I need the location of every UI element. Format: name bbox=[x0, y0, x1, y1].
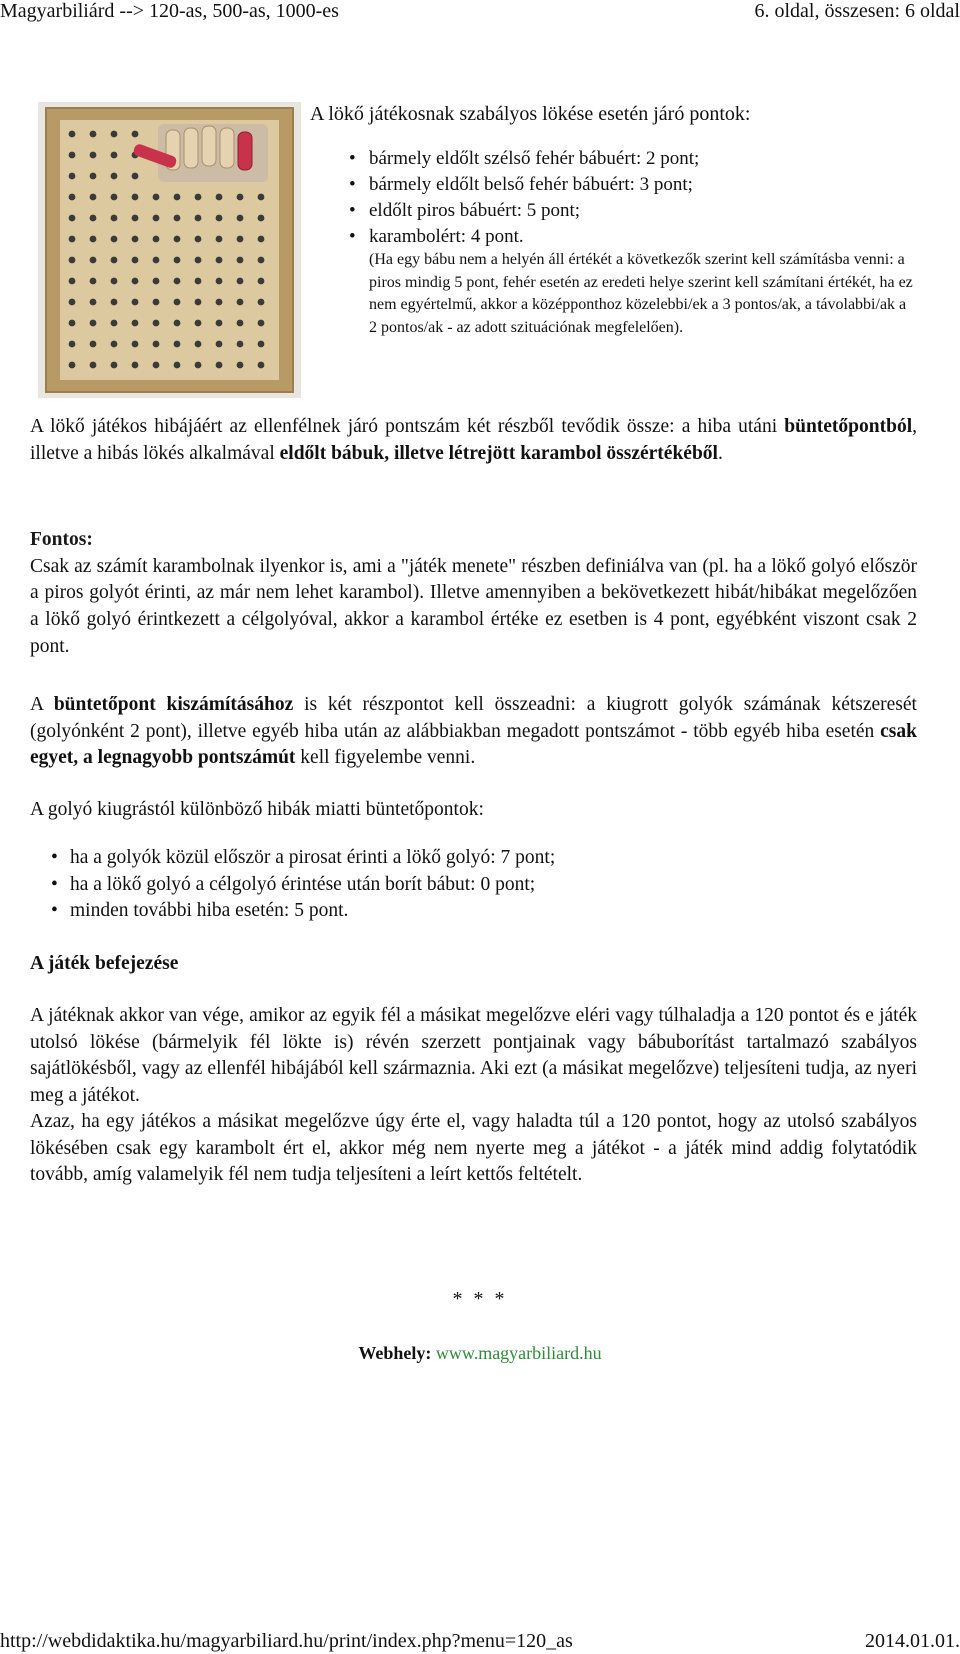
board-hole bbox=[153, 194, 160, 201]
board-hole bbox=[111, 278, 118, 285]
board-hole bbox=[111, 194, 118, 201]
penalty-list bbox=[70, 845, 920, 925]
board-hole bbox=[237, 257, 244, 264]
board-hole bbox=[174, 299, 181, 306]
list-item: • minden további hiba esetén: 5 pont. bbox=[70, 898, 920, 925]
bold-term: büntetőpont kiszámításához bbox=[53, 694, 294, 715]
board-hole bbox=[69, 194, 76, 201]
important-text: Csak az számít karambolnak ilyenkor is, ami a "játék menete" részben definiálva van (pl. ha a lökő golyó először a piros golyót érinti, az már nem lehet karambol). Illetve amennyiben a bekövetkezett hibát/hibákat megelőzően a lökő golyó érintkezett a célgolyóval, akkor a karambol értéke ez esetben is 4 pont, egyébként viszont csak 2 pont. bbox=[30, 555, 917, 657]
text-run: A bbox=[30, 694, 54, 715]
board-hole bbox=[90, 278, 97, 285]
board-hole bbox=[237, 362, 244, 369]
board-hole bbox=[258, 278, 265, 285]
board-hole bbox=[174, 278, 181, 285]
board-hole bbox=[174, 257, 181, 264]
list-item: • bármely eldőlt szélső fehér bábuért: 2 pont; bbox=[369, 146, 930, 172]
board-hole bbox=[111, 236, 118, 243]
board-hole bbox=[69, 362, 76, 369]
list-item: • karambolért: 4 pont. bbox=[369, 224, 930, 250]
page-footer bbox=[0, 1630, 960, 1654]
board-hole bbox=[132, 131, 139, 138]
text-run: kell figyelembe venni. bbox=[295, 747, 476, 769]
header-title: Magyarbiliárd --> 120-as, 500-as, 1000-es bbox=[0, 0, 339, 22]
board-hole bbox=[195, 299, 202, 306]
board-hole bbox=[153, 320, 160, 327]
board-hole bbox=[153, 215, 160, 222]
website-link[interactable]: www.magyarbiliard.hu bbox=[435, 1343, 602, 1363]
board-hole bbox=[132, 362, 139, 369]
list-item: • eldőlt piros bábuért: 5 pont; bbox=[369, 198, 930, 224]
board-hole bbox=[153, 236, 160, 243]
board-hole bbox=[237, 341, 244, 348]
board-hole bbox=[258, 299, 265, 306]
board-hole bbox=[237, 278, 244, 285]
board-hole bbox=[195, 236, 202, 243]
board-hole bbox=[216, 320, 223, 327]
board-hole bbox=[90, 257, 97, 264]
board-hole bbox=[216, 194, 223, 201]
list-item: • ha a lökő golyó a célgolyó érintése után borít bábut: 0 pont; bbox=[70, 872, 920, 899]
board-hole bbox=[216, 299, 223, 306]
bold-term: eldőlt bábuk, illetve létrejött karambol összértékéből bbox=[279, 442, 718, 464]
section-title: A játék befejezése bbox=[30, 953, 179, 974]
board-hole bbox=[69, 215, 76, 222]
board-hole bbox=[132, 320, 139, 327]
board-hole bbox=[111, 215, 118, 222]
important-label: Fontos: bbox=[30, 529, 93, 550]
board-hole bbox=[153, 257, 160, 264]
board-hole bbox=[111, 131, 118, 138]
text-run: . bbox=[717, 442, 723, 464]
board-hole bbox=[111, 341, 118, 348]
board-hole bbox=[258, 341, 265, 348]
board-hole bbox=[195, 215, 202, 222]
board-hole bbox=[69, 131, 76, 138]
board-hole bbox=[132, 278, 139, 285]
board-hole bbox=[132, 341, 139, 348]
list-item: • ha a golyók közül először a pirosat érinti a lökő golyó: 7 pont; bbox=[70, 845, 920, 872]
board-hole bbox=[132, 257, 139, 264]
scoring-list bbox=[310, 146, 930, 250]
board-hole bbox=[216, 215, 223, 222]
board-hole bbox=[69, 236, 76, 243]
end-paragraph-2: Azaz, ha egy játékos a másikat megelőzve úgy érte el, vagy haladta túl a 120 pontot, hogy az utolsó szabályos lökésében csak egy karambolt ért el, akkor még nem nyerte meg a játékot - a játék mind addig folytatódik tovább, amíg valamelyik fél nem tudja teljesíteni a leírt kettős feltételt. bbox=[30, 1111, 917, 1186]
important-paragraph bbox=[30, 527, 917, 661]
header-page-count: 6. oldal, összesen: 6 oldal bbox=[754, 0, 960, 22]
board-hole bbox=[90, 194, 97, 201]
list-item: • bármely eldőlt belső fehér bábuért: 3 pont; bbox=[369, 172, 930, 198]
board-hole bbox=[195, 320, 202, 327]
board-hole bbox=[195, 257, 202, 264]
end-paragraph-1: A játéknak akkor van vége, amikor az egyik fél a másikat megelőzve eléri vagy túlhaladja a 120 pontot és e játék utolsó lökése (bármelyik fél lökte is) révén szerzett pontjainak vagy bábuborítást tartalmazó szabályos sajátlökésből, vagy az ellenfél hibájából kell származnia. Aki ezt (a másikat megelőzve) teljesíteni tudja, az nyeri meg a játékot. bbox=[30, 1005, 917, 1107]
page-header bbox=[0, 0, 960, 28]
board-hole bbox=[90, 362, 97, 369]
bold-term: csak egyet, a legnagyobb pontszámút bbox=[30, 720, 917, 769]
board-hole bbox=[216, 341, 223, 348]
board-hole bbox=[216, 278, 223, 285]
website-line bbox=[0, 1343, 960, 1364]
penalty-calc-paragraph bbox=[30, 692, 917, 772]
board-hole bbox=[69, 341, 76, 348]
board-hole bbox=[69, 257, 76, 264]
board-hole bbox=[111, 320, 118, 327]
board-hole bbox=[111, 362, 118, 369]
scoring-heading: A lökő játékosnak szabályos lökése esetén járó pontok: bbox=[310, 103, 751, 125]
board-hole bbox=[174, 341, 181, 348]
board-hole bbox=[237, 320, 244, 327]
board-hole bbox=[69, 299, 76, 306]
text-run: , illetve a hibás lökés alkalmával bbox=[30, 416, 917, 464]
board-hole bbox=[90, 299, 97, 306]
board-hole bbox=[132, 299, 139, 306]
board-hole bbox=[90, 173, 97, 180]
board-hole bbox=[174, 194, 181, 201]
penalty-intro: A golyó kiugrástól különböző hibák miatti büntetőpontok: bbox=[30, 799, 484, 820]
board-hole bbox=[237, 299, 244, 306]
board-hole bbox=[153, 362, 160, 369]
board-hole bbox=[258, 362, 265, 369]
scoring-block bbox=[310, 102, 930, 339]
board-hole bbox=[111, 299, 118, 306]
board-hole bbox=[153, 299, 160, 306]
board-hole bbox=[258, 194, 265, 201]
board-hole bbox=[132, 215, 139, 222]
board-hole bbox=[237, 194, 244, 201]
footer-date: 2014.01.01. bbox=[865, 1630, 960, 1652]
board-hole bbox=[90, 341, 97, 348]
board-hole bbox=[153, 278, 160, 285]
board-hole bbox=[174, 320, 181, 327]
board-hole bbox=[195, 194, 202, 201]
board-hole bbox=[69, 152, 76, 159]
board-hole bbox=[90, 131, 97, 138]
board-hole bbox=[90, 152, 97, 159]
board-hole bbox=[258, 257, 265, 264]
board-hole bbox=[69, 173, 76, 180]
board-hole bbox=[195, 362, 202, 369]
board-hole bbox=[90, 215, 97, 222]
board-hole bbox=[216, 236, 223, 243]
board-hole bbox=[258, 215, 265, 222]
foul-paragraph bbox=[30, 414, 917, 467]
bold-term: büntetőpontból bbox=[784, 416, 913, 437]
text-run: is két részpontot kell összeadni: a kiugrott golyók számának kétszeresét (golyónként 2 pont), illetve egyéb hiba után az alábbiakban megadott pontszámot - több egyéb hiba esetén bbox=[30, 694, 917, 742]
board-hole bbox=[216, 257, 223, 264]
board-hole bbox=[111, 173, 118, 180]
board-hole bbox=[258, 236, 265, 243]
board-hole bbox=[132, 194, 139, 201]
board-hole bbox=[237, 215, 244, 222]
board-hole bbox=[111, 152, 118, 159]
board-hole bbox=[195, 341, 202, 348]
board-hole bbox=[195, 278, 202, 285]
board-hole bbox=[69, 320, 76, 327]
board-hole bbox=[216, 362, 223, 369]
board-hole bbox=[69, 278, 76, 285]
website-label: Webhely: bbox=[358, 1343, 432, 1363]
board-hole bbox=[174, 236, 181, 243]
footer-url[interactable]: http://webdidaktika.hu/magyarbiliard.hu/print/index.php?menu=120_as bbox=[0, 1630, 573, 1652]
board-hole bbox=[90, 320, 97, 327]
board-hole bbox=[174, 215, 181, 222]
board-hole bbox=[132, 236, 139, 243]
board-hole bbox=[132, 173, 139, 180]
scoring-note: (Ha egy bábu nem a helyén áll értékét a következők szerint kell számításba venni: a piros mindig 5 pont, fehér esetén az eredeti helye szerint kell számítani értékét, ha ez nem egyértelmű, akkor a középponthoz közelebbi/ek a 3 pontos/ak, a távolabbi/ak a 2 pontos/ak - az adott szituációnak megfelelően). bbox=[369, 251, 913, 336]
board-hole bbox=[153, 341, 160, 348]
text-run: A lökő játékos hibájáért az ellenfélnek járó pontszám két részből tevődik össze: a hiba utáni bbox=[30, 416, 785, 437]
board-hole bbox=[258, 320, 265, 327]
board-hole bbox=[111, 257, 118, 264]
board-hole bbox=[90, 236, 97, 243]
board-hole bbox=[174, 362, 181, 369]
board-photo bbox=[38, 102, 301, 398]
board-hole bbox=[237, 236, 244, 243]
separator-stars: * * * bbox=[452, 1288, 508, 1310]
